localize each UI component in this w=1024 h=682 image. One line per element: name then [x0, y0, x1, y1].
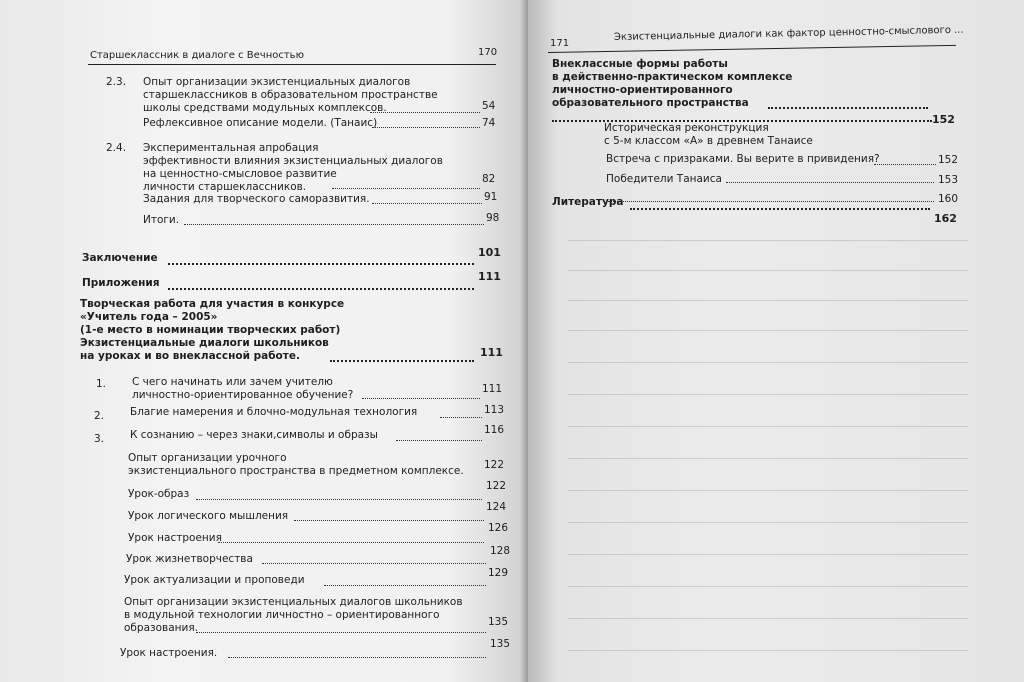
- toc-entry-reconstruction: Историческая реконструкция с 5-м классом «А» в древнем Танаисе: [604, 122, 813, 147]
- toc-page: 82: [482, 173, 496, 185]
- toc-conclusion: Заключение: [82, 252, 158, 264]
- leader-dots: [372, 127, 480, 128]
- show-through-line: [568, 300, 968, 301]
- toc-literature: Литература: [552, 196, 624, 208]
- leader-dots: [726, 182, 934, 183]
- leader-dots: [218, 542, 484, 543]
- right-page: [528, 0, 1024, 682]
- toc-page: 98: [486, 212, 500, 224]
- toc-sub-entry: Урок настроения.: [120, 647, 218, 659]
- toc-page: 116: [484, 424, 505, 436]
- left-page-number: 170: [478, 47, 498, 58]
- toc-sub-entry: Урок логического мышления: [128, 510, 289, 522]
- toc-num: 1.: [96, 378, 107, 390]
- show-through-line: [568, 362, 968, 363]
- leader-dots: [294, 520, 484, 521]
- toc-page: 152: [938, 154, 959, 166]
- show-through-line: [568, 490, 968, 491]
- show-through-line: [568, 586, 968, 587]
- toc-page: 124: [486, 501, 507, 513]
- leader-dots: [228, 657, 486, 658]
- toc-page: 135: [488, 616, 509, 628]
- leader-dots: [330, 360, 474, 362]
- toc-num: 2.3.: [106, 76, 127, 88]
- leader-dots: [184, 224, 484, 225]
- leader-dots: [196, 499, 482, 500]
- left-header-rule: [88, 64, 496, 65]
- show-through-line: [568, 240, 968, 241]
- toc-page: 128: [490, 545, 511, 557]
- leader-dots: [440, 417, 482, 418]
- toc-page: 111: [482, 383, 503, 395]
- toc-entry-ghosts: Встреча с призраками. Вы верите в привидения?: [606, 153, 880, 165]
- toc-appendices: Приложения: [82, 277, 160, 289]
- leader-dots: [168, 288, 474, 290]
- toc-page: 91: [484, 191, 498, 203]
- toc-entry-reflexive: Рефлексивное описание модели. (Танаис): [143, 117, 378, 129]
- toc-page: 54: [482, 100, 496, 112]
- right-running-head: Экзистенциальные диалоги как фактор ценностно-смыслового ...: [613, 24, 964, 43]
- toc-page: 160: [938, 193, 959, 205]
- toc-page: 122: [486, 480, 507, 492]
- right-header-rule: [548, 45, 956, 53]
- toc-page: 162: [934, 212, 957, 225]
- toc-num: 2.: [94, 410, 105, 422]
- toc-entry-2: Благие намерения и блочно-модульная технология: [130, 406, 418, 418]
- show-through-line: [568, 650, 968, 651]
- toc-entry-3: К сознанию – через знаки,символы и образы: [130, 429, 378, 441]
- leader-dots: [324, 585, 486, 586]
- toc-page: 122: [484, 459, 505, 471]
- toc-page: 101: [478, 246, 501, 259]
- toc-entry-1: С чего начинать или зачем учителю личностно-ориентированное обучение?: [132, 376, 354, 401]
- toc-page: 135: [490, 638, 511, 650]
- toc-page: 152: [932, 113, 955, 126]
- show-through-line: [568, 330, 968, 331]
- leader-dots: [768, 107, 928, 109]
- toc-sub-entry: Урок настроения: [128, 532, 222, 544]
- section-title: Внеклассные формы работы в действенно-практическом комплексе личностно-ориентированного образовательного пространства: [552, 58, 793, 109]
- right-page-number: 171: [550, 38, 570, 49]
- toc-sub-entry: Урок актуализации и проповеди: [124, 574, 305, 586]
- toc-page: 153: [938, 174, 959, 186]
- toc-num: 2.4.: [106, 142, 127, 154]
- show-through-line: [568, 426, 968, 427]
- toc-page: 111: [480, 346, 503, 359]
- toc-page: 113: [484, 404, 505, 416]
- toc-sub-entry: Урок жизнетворчества: [126, 553, 253, 565]
- show-through-line: [568, 458, 968, 459]
- leader-dots: [332, 188, 480, 189]
- leader-dots: [630, 208, 930, 210]
- toc-entry-results: Итоги.: [143, 214, 180, 226]
- leader-dots: [196, 632, 486, 633]
- leader-dots: [370, 112, 480, 113]
- show-through-line: [568, 522, 968, 523]
- left-running-head: Старшеклассник в диалоге с Вечностью: [90, 50, 304, 61]
- toc-page: 129: [488, 567, 509, 579]
- leader-dots: [362, 398, 480, 399]
- leader-dots: [168, 263, 474, 265]
- leader-dots: [874, 164, 936, 165]
- toc-entry-tasks: Задания для творческого саморазвития.: [143, 193, 370, 205]
- toc-page: 74: [482, 117, 496, 129]
- toc-sub-entry: Опыт организации экзистенциальных диалогов школьников в модульной технологии личностно – ориентированного образования.: [124, 596, 463, 634]
- show-through-line: [568, 394, 968, 395]
- toc-page: 111: [478, 270, 501, 283]
- toc-entry-winners: Победители Танаиса: [606, 173, 722, 185]
- leader-dots: [262, 563, 486, 564]
- show-through-line: [568, 270, 968, 271]
- show-through-line: [568, 554, 968, 555]
- toc-entry-2-4: Экспериментальная апробация эффективности влияния экзистенциальных диалогов на ценностно-смысловое развитие личности старшеклассников.: [143, 142, 443, 193]
- leader-dots: [372, 203, 482, 204]
- leader-dots: [608, 201, 934, 202]
- leader-dots: [396, 440, 482, 441]
- toc-sub-entry: Опыт организации урочного экзистенциального пространства в предметном комплексе.: [128, 452, 464, 477]
- toc-entry-2-3: Опыт организации экзистенциальных диалогов старшеклассников в образовательном пространстве школы средствами модульных комплексов.: [143, 76, 438, 114]
- toc-page: 126: [488, 522, 509, 534]
- contest-block: Творческая работа для участия в конкурсе «Учитель года – 2005» (1-е место в номинации творческих работ) Экзистенциальные диалоги школьников на уроках и во внеклассной работе.: [80, 298, 345, 362]
- toc-sub-entry: Урок-образ: [128, 488, 190, 500]
- toc-num: 3.: [94, 433, 105, 445]
- show-through-line: [568, 618, 968, 619]
